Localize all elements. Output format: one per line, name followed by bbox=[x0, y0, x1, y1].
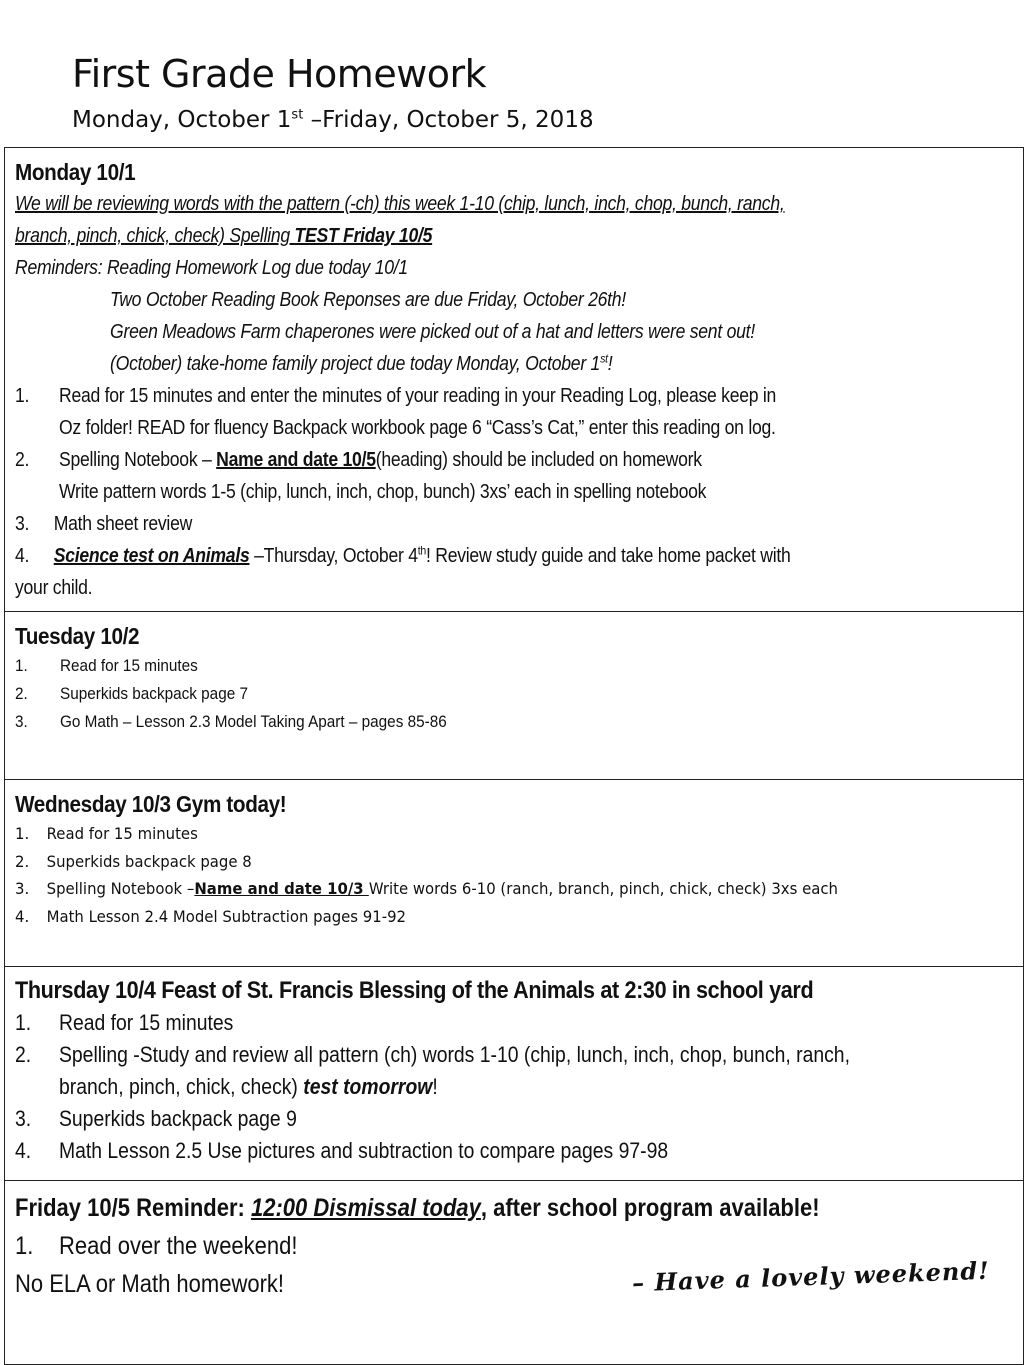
thursday-cell bbox=[5, 967, 1023, 1181]
item-text: Superkids backpack page 7 bbox=[60, 684, 248, 703]
item-number: 3. bbox=[15, 513, 30, 535]
test-tomorrow: test tomorrow bbox=[303, 1074, 433, 1099]
list-item bbox=[15, 1007, 893, 1039]
item-number: 4. bbox=[15, 1138, 32, 1163]
item-text-end: (heading) should be included on homework bbox=[375, 449, 702, 471]
wednesday-heading: Wednesday 10/3 Gym today! bbox=[15, 791, 287, 817]
page-title: First Grade Homework bbox=[72, 52, 487, 96]
list-item bbox=[15, 875, 943, 903]
monday-item-2 bbox=[15, 444, 893, 476]
name-date-heading: Name and date 10/5 bbox=[216, 449, 376, 471]
item-number: 1. bbox=[15, 656, 28, 675]
item-text: –Thursday, October 4 bbox=[249, 545, 418, 567]
item-number: 1. bbox=[15, 824, 30, 843]
list-item bbox=[15, 1227, 893, 1265]
name-date-heading: Name and date 10/3 bbox=[194, 879, 369, 898]
item-text: Read for 15 minutes and enter the minutes of your reading in your Reading Log, please keep in bbox=[59, 385, 777, 407]
reminder-3-sup: st bbox=[600, 351, 608, 366]
item-text: Spelling -Study and review all pattern (ch) words 1-10 (chip, lunch, inch, chop, bunch, ranch, bbox=[59, 1042, 850, 1067]
monday-heading: Monday 10/1 bbox=[15, 159, 136, 185]
item-sup: th bbox=[417, 543, 427, 558]
item-text-end: Write words 6-10 (ranch, branch, pinch, chick, check) 3xs each bbox=[368, 879, 838, 898]
item-number: 2. bbox=[15, 1042, 32, 1067]
item-text: Superkids backpack page 8 bbox=[46, 851, 252, 871]
wednesday-list bbox=[15, 820, 1013, 930]
friday-heading-end: , after school program available! bbox=[480, 1194, 820, 1222]
item-number: 3. bbox=[15, 1106, 32, 1131]
friday-heading-text: Friday 10/5 Reminder: bbox=[15, 1194, 251, 1222]
item-text-end: ! bbox=[432, 1074, 438, 1099]
item-number: 1. bbox=[15, 1010, 32, 1035]
list-item-cont bbox=[15, 1071, 893, 1103]
review-line-2 bbox=[15, 220, 893, 252]
item-text: Math Lesson 2.4 Model Subtraction pages 91-92 bbox=[46, 906, 407, 926]
item-text: Spelling Notebook – bbox=[46, 879, 195, 898]
homework-table bbox=[4, 147, 1024, 1365]
item-text: Math sheet review bbox=[53, 513, 193, 535]
subtitle-superscript: st bbox=[291, 107, 304, 123]
item-text: Read for 15 minutes bbox=[59, 1010, 234, 1035]
list-item bbox=[15, 652, 913, 680]
item-number: 3. bbox=[15, 879, 30, 898]
review-line-2-text: branch, pinch, chick, check) Spelling bbox=[15, 225, 295, 247]
item-number: 4. bbox=[15, 906, 30, 926]
monday-item-4 bbox=[15, 540, 893, 572]
reminders-line: Reminders: Reading Homework Log due today 10/1 bbox=[15, 257, 408, 279]
item-text: Read for 15 minutes bbox=[46, 824, 198, 843]
item-number: 4. bbox=[15, 545, 30, 567]
science-test: Science test on Animals bbox=[53, 545, 250, 567]
list-item bbox=[15, 1039, 893, 1071]
list-item bbox=[15, 820, 943, 848]
reminder-3 bbox=[15, 348, 893, 380]
list-item bbox=[15, 903, 943, 931]
subtitle-start: Monday, October 1 bbox=[72, 107, 292, 133]
list-item bbox=[15, 708, 913, 736]
reminder-3-end: ! bbox=[607, 353, 613, 375]
friday-heading bbox=[15, 1189, 893, 1227]
monday-content bbox=[15, 188, 1013, 604]
signoff-handwriting: – Have a lovely weekend! bbox=[631, 1255, 991, 1298]
item-number: 1. bbox=[15, 1232, 34, 1260]
list-item bbox=[15, 1103, 893, 1135]
item-number: 3. bbox=[15, 712, 28, 731]
friday-note: No ELA or Math homework! bbox=[15, 1270, 285, 1298]
list-item bbox=[15, 680, 913, 708]
monday-item-1 bbox=[15, 380, 893, 412]
tuesday-list bbox=[15, 652, 1013, 736]
item-number: 2. bbox=[15, 851, 30, 871]
item-text: branch, pinch, chick, check) bbox=[59, 1074, 304, 1099]
page-subtitle bbox=[72, 104, 594, 136]
list-item bbox=[15, 1135, 893, 1167]
monday-item-2-cont: Write pattern words 1-5 (chip, lunch, inch, chop, bunch) 3xs’ each in spelling notebook bbox=[59, 481, 707, 503]
item-text-end: ! Review study guide and take home packet with bbox=[426, 545, 791, 567]
review-line-1: We will be reviewing words with the pattern (-ch) this week 1-10 (chip, lunch, inch, chop, bunch, ranch, bbox=[15, 193, 785, 215]
reminder-1: Two October Reading Book Reponses are due Friday, October 26th! bbox=[110, 289, 626, 311]
monday-item-4-cont: your child. bbox=[15, 577, 93, 599]
item-text: Math Lesson 2.5 Use pictures and subtraction to compare pages 97-98 bbox=[59, 1138, 669, 1163]
dismissal-notice: 12:00 Dismissal today bbox=[250, 1194, 481, 1222]
wednesday-cell bbox=[5, 780, 1023, 967]
monday-cell bbox=[5, 148, 1023, 612]
reminder-3-text: (October) take-home family project due today Monday, October 1 bbox=[110, 353, 601, 375]
item-text: Read for 15 minutes bbox=[60, 656, 198, 675]
item-number: 2. bbox=[15, 684, 28, 703]
list-item bbox=[15, 848, 943, 876]
spelling-test-date: TEST Friday 10/5 bbox=[294, 225, 433, 247]
item-text: Go Math – Lesson 2.3 Model Taking Apart – pages 85-86 bbox=[60, 712, 447, 731]
reminder-2: Green Meadows Farm chaperones were picked out of a hat and letters were sent out! bbox=[110, 321, 755, 343]
thursday-list bbox=[15, 1007, 1013, 1167]
item-text: Read over the weekend! bbox=[59, 1232, 298, 1260]
monday-item-3 bbox=[15, 508, 893, 540]
item-number: 2. bbox=[15, 449, 30, 471]
thursday-heading: Thursday 10/4 Feast of St. Francis Blessing of the Animals at 2:30 in school yard bbox=[15, 977, 814, 1004]
item-text: Spelling Notebook – bbox=[59, 449, 217, 471]
tuesday-cell bbox=[5, 612, 1023, 780]
item-text: Superkids backpack page 9 bbox=[59, 1106, 297, 1131]
monday-item-1-cont: Oz folder! READ for fluency Backpack workbook page 6 “Cass’s Cat,” enter this reading on log. bbox=[59, 417, 776, 439]
tuesday-heading: Tuesday 10/2 bbox=[15, 623, 140, 649]
item-number: 1. bbox=[15, 385, 30, 407]
subtitle-end: –Friday, October 5, 2018 bbox=[303, 107, 594, 133]
